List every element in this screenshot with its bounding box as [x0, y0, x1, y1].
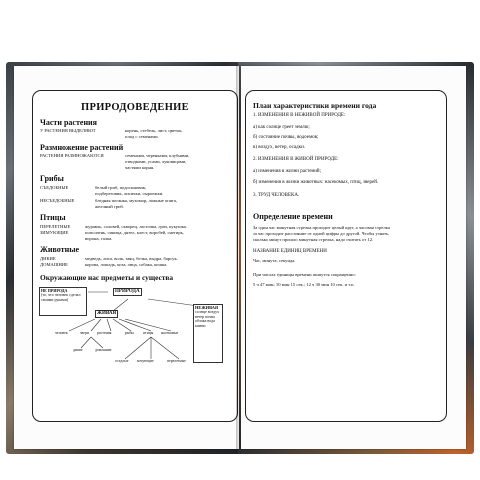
nature-box: ПРИРОДА: [113, 288, 142, 296]
plan-item: б) изменения в жизни животных: насекомых, птиц, зверей.: [253, 180, 379, 185]
row-text: ворона, галка.: [85, 236, 113, 241]
row-text: поползень, синица, дятел, клест, воробей, снегирь,: [85, 230, 184, 235]
living-item: человек: [55, 331, 68, 335]
plan-item: 2. ИЗМЕНЕНИЯ В ЖИВОЙ ПРИРОДЕ:: [253, 157, 339, 162]
row-text: желчный гриб.: [95, 204, 125, 209]
living-item: звери: [80, 331, 89, 335]
row-text: медведь, лиса, волк, заяц, белка, выдра, барсук.: [85, 256, 178, 261]
left-page: [14, 66, 239, 449]
plan-item: б) состояние почвы, водоемов;: [253, 135, 319, 140]
units-heading: НАЗВАНИЕ ЕДИНИЦ ВРЕМЕНИ: [253, 249, 327, 254]
plan-item: а) как солнце греет землю;: [253, 125, 310, 130]
abbr-example: 5 ч 47 мин; 10 мин 15 сек.; 12 ч 30 мин 10 сек. и т.п.: [253, 282, 355, 287]
bird-kind: кочующие: [137, 359, 154, 363]
diagram-lines: [33, 91, 237, 421]
time-heading: Определение времени: [253, 212, 333, 221]
row-text: плод с семенами.: [125, 134, 159, 139]
living-item: насекомые: [161, 331, 179, 335]
nonliving-box: [193, 304, 223, 363]
living-item: рыбы: [125, 331, 134, 335]
right-page: [241, 66, 466, 449]
right-page-frame: [245, 90, 447, 422]
row-label: СЪЕДОБНЫЕ: [40, 185, 69, 190]
row-label: ДОМАШНИЕ: [40, 262, 68, 267]
page-title: ПРИРОДОВЕДЕНИЕ: [81, 102, 189, 113]
row-label: НЕСЪЕДОБНЫЕ: [40, 198, 75, 203]
section-heading: Животные: [40, 245, 80, 254]
row-label: РАСТЕНИЯ РАЗМНОЖАЮТСЯ: [40, 153, 104, 158]
plan-heading: План характеристики времени года: [253, 101, 377, 110]
row-text: корень, стебель, лист, цветок,: [125, 128, 183, 133]
animal-kind: дикие: [73, 348, 83, 352]
row-text: белый гриб, подосиновик,: [95, 185, 147, 190]
living-item: птицы: [143, 331, 154, 335]
bird-kind: перелетные: [167, 359, 186, 363]
section-heading: Птицы: [40, 213, 66, 222]
animal-kind: домашние: [95, 348, 112, 352]
plan-item: в) воздух, ветер, осадки.: [253, 145, 306, 150]
row-text: отводками, усами, луковицами,: [125, 159, 187, 164]
row-text: бледная поганка, мухомор, ложные опята,: [95, 198, 178, 203]
not-nature-note: (то, что человек сделал своими руками): [41, 292, 81, 302]
section-heading: Части растения: [40, 118, 97, 127]
living-box: ЖИВАЯ: [95, 310, 118, 318]
time-text: за час проходит расстояние от одной цифры до другой. Чтобы узнать,: [253, 231, 390, 236]
time-text: За один час минутная стрелка проходит целый круг, а часовая стрелка: [253, 225, 390, 230]
bird-kind: оседлые: [115, 359, 129, 363]
plan-item: 3. ТРУД ЧЕЛОВЕКА.: [253, 193, 300, 198]
not-nature-label: НЕ ПРИРОДА: [41, 287, 68, 293]
time-text: сколько минут прошло минутная стрелка, надо считать от 12.: [253, 237, 374, 242]
row-text: частями корня.: [125, 165, 155, 170]
plan-item: а) изменения в жизни растений;: [253, 169, 321, 174]
section-heading: Размножение растений: [40, 143, 124, 152]
row-label: У РАСТЕНИЯ ВЫДЕЛЯЮТ: [40, 128, 96, 133]
row-text: журавль, соловей, скворец, ласточка, грач, кукушка.: [85, 224, 187, 229]
row-label: ЗИМУЮЩИЕ: [40, 230, 69, 235]
nonliving-items: солнце воздух ветер почва облака вода камни: [195, 309, 220, 328]
row-text: семенами, черенками, клубнями,: [125, 153, 190, 158]
living-item: растения: [97, 331, 112, 335]
row-text: корова, лошадь, коза, овца, собака, кошка.: [85, 262, 168, 267]
row-text: подберезовик, лисички, сыроежки.: [95, 191, 164, 196]
row-label: ПЕРЕЛЕТНЫЕ: [40, 224, 71, 229]
nonliving-label: НЕЖИВАЯ: [195, 304, 219, 310]
plan-item: 1. ИЗМЕНЕНИЯ В НЕЖИВОЙ ПРИРОДЕ:: [253, 113, 346, 118]
units-text: Час, минута, секунда.: [253, 258, 296, 263]
diagram-heading: Окружающие нас предметы и существа: [40, 273, 174, 282]
section-heading: Грибы: [40, 174, 64, 183]
not-nature-box: [39, 287, 87, 316]
row-label: ДИКИЕ: [40, 256, 56, 261]
left-page-frame: [32, 90, 238, 422]
abbr-text: При числах единицы времени пишутся сокращенно:: [253, 272, 356, 277]
